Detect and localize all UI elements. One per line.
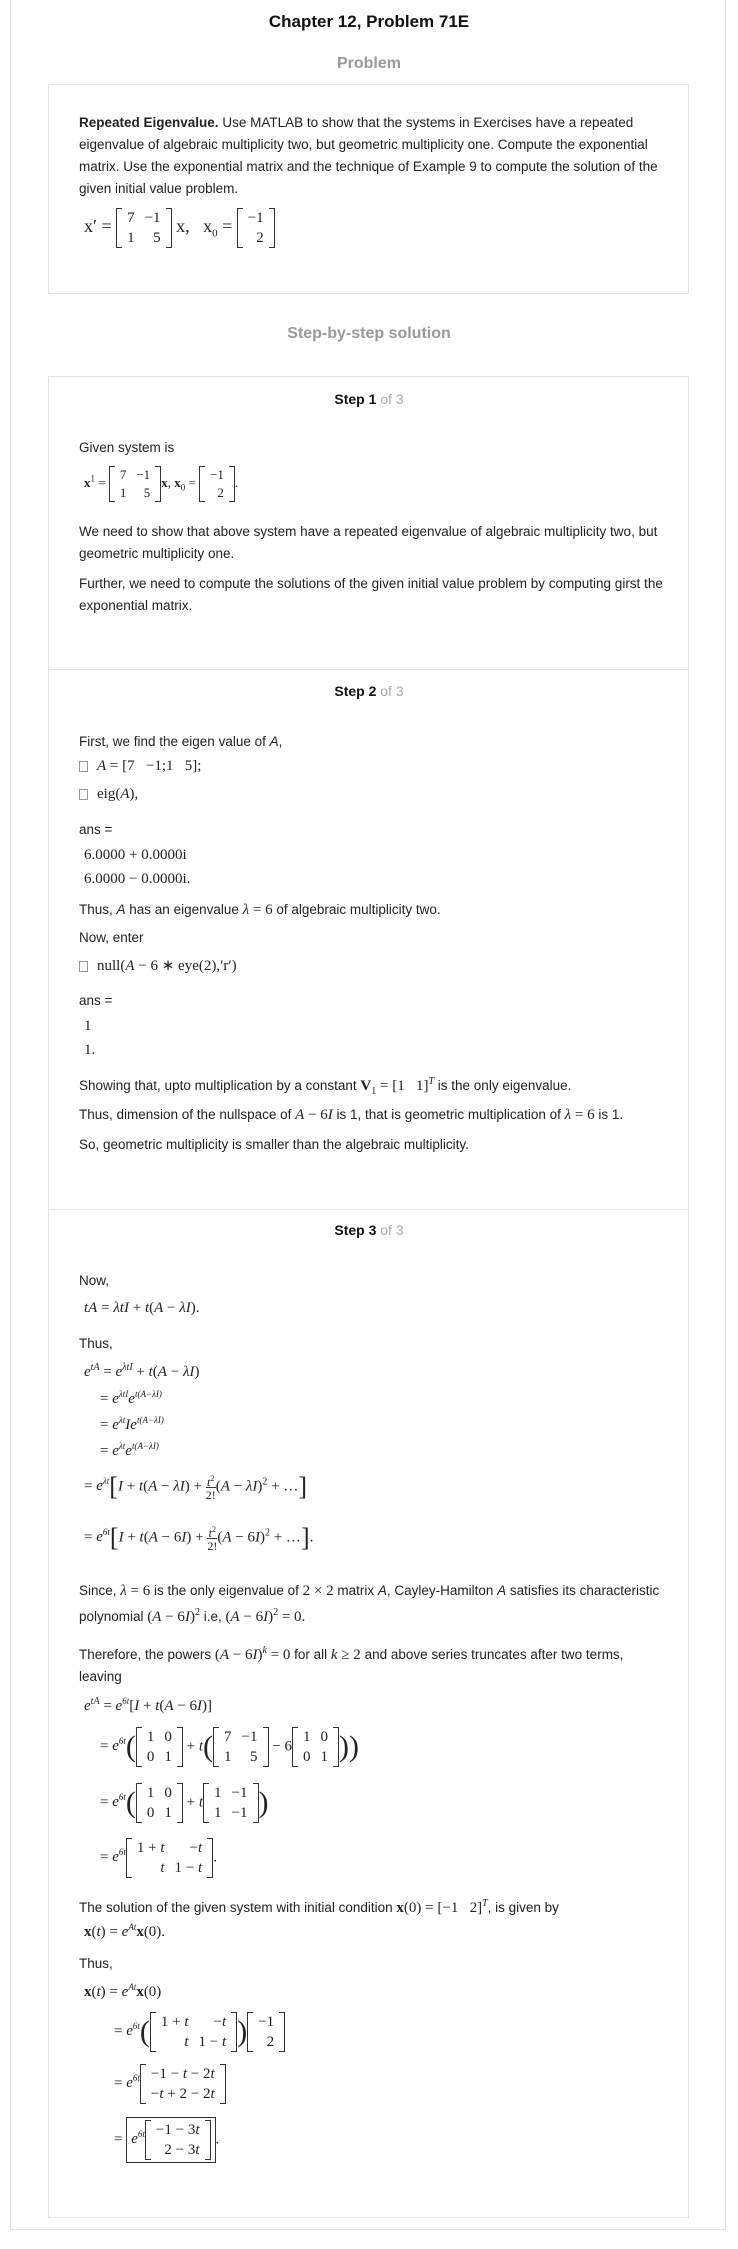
step2-now-enter: Now, enter <box>79 930 144 945</box>
step3-since: Since, λ = 6 is the only eigenvalue of 2 × 2 matrix A, Cayley-Hamilton A satisfies its characteristic polynomial $(A - 6I)^2$ i.e, $(A - 6I)^2 = 0$. <box>79 1583 660 1625</box>
solution-heading: Step-by-step solution <box>287 325 451 342</box>
step3-therefore: Therefore, the powers $(A - 6I)^k = 0$ for all k ≥ 2 and above series truncates after two terms, leaving <box>79 1645 624 1684</box>
problem-heading: Problem <box>336 55 401 72</box>
step3-eq-1: $e^{tA} = e^{\lambda tI} + t(A - \lambda I)$ <box>84 1362 200 1380</box>
step3-eq-4: = $e^{\lambda t}e^{t(A-\lambda I)}$ <box>100 1441 159 1459</box>
step2-first: First, we find the eigen value of A, <box>79 734 283 749</box>
page-title: Chapter 12, Problem 71E <box>268 12 470 31</box>
problem-text <box>79 112 669 200</box>
step3-eq-14: = $e^{6t}$ −1 − t − 2t −t + 2 − 2t <box>114 2064 226 2104</box>
step2-code-eig: eig(A), <box>79 786 138 803</box>
step3-eq-7: $e^{tA} = e^{6t}[I + t(A - 6I)]$ <box>84 1696 212 1714</box>
problem-bold: Repeated Eigenvalue. <box>79 115 219 130</box>
step-separator-2 <box>48 1209 689 1210</box>
step1-given: Given system is <box>79 440 175 455</box>
step2-v2: 1. <box>84 1042 96 1058</box>
step2-header: Step 2 of 3 <box>334 683 404 699</box>
step3-eq-9: = $e^{6t}$( 1 0 0 1 + t 1 −1 1 −1 ) <box>100 1785 269 1821</box>
step1-header: Step 1 of 3 <box>334 391 404 407</box>
step3-eq-11: $x(t) = e^{At}x(0)$. <box>84 1922 166 1940</box>
step2-eig1: 6.0000 + 0.0000i <box>84 847 187 863</box>
step1-p2: Further, we need to compute the solutions of the given initial value problem by computing girst the exponential matrix. <box>79 576 663 613</box>
step3-eq-15: = $e^{6t}$ −1 − 3t 2 − 3t . <box>114 2117 219 2163</box>
step3-solution: The solution of the given system with initial condition x(0) = [−1 2]$^T$, is given by <box>79 1898 559 1916</box>
step1-system: $x^1$ = 7 −1 1 5 x, $x_0$ = −1 2 . <box>84 467 239 500</box>
step3-eq-3: = $e^{\lambda t}Ie^{t(A-\lambda I)}$ <box>100 1415 164 1433</box>
step2-thus: Thus, A has an eigenvalue λ = 6 of algebraic multiplicity two. <box>79 902 441 918</box>
step3-eq-5: = $e^{\lambda t}[I + t(A - \lambda I) + t^2$ $2!(A - \lambda I)^2$ + …] <box>84 1472 307 1502</box>
step2-showing: Showing that, upto multiplication by a constant $V_1 = [1$ 1]$^T$ is the only eigenvalue. <box>79 1076 572 1097</box>
step3-now: Now, <box>79 1273 110 1288</box>
step3-header: Step 3 of 3 <box>334 1222 404 1238</box>
problem-body: Use MATLAB to show that the systems in Exercises have a repeated eigenvalue of algebraic multiplicity two, but geometric multiplicity one. Compute the exponential matrix. Use the exponential matrix and the technique of Example 9 to compute the solution of the given initial value problem. <box>79 115 658 196</box>
step3-eq-13: = $e^{6t}$( 1 + t −t t 1 − t ) −1 2 <box>114 2012 285 2052</box>
step3-eq-12: $x(t) = e^{At}x(0)$ <box>84 1982 162 2000</box>
problem-equation: x′ = 7 −1 1 5 x, $x_0$ = −1 2 <box>84 208 275 248</box>
step2-v1: 1 <box>84 1018 92 1034</box>
step3-eq-tA: tA = λtI + t(A − λI). <box>84 1300 200 1316</box>
step3-thus2: Thus, <box>79 1956 113 1971</box>
step2-code-null: null(A − 6 ∗ eye(2),′r′) <box>79 956 237 975</box>
step1-p1: We need to show that above system have a repeated eigenvalue of algebraic multiplicity two, but geometric multiplicity one. <box>79 524 658 561</box>
solution-box <box>48 376 689 2218</box>
step3-eq-8: = $e^{6t}$( 1 0 0 1 + t( 7 −1 1 5 − 6 1 0 0 1 )) <box>100 1729 359 1765</box>
step2-ans: ans = <box>79 822 113 837</box>
step-separator-1 <box>48 669 689 670</box>
step3-eq-10: = $e^{6t}$ 1 + t −t t 1 − t . <box>100 1840 217 1876</box>
step2-ans2: ans = <box>79 993 113 1008</box>
step3-eq-6: = $e^{6t}[I + t(A - 6I) + t^2$ $2!(A - 6I)^2$ + …]. <box>84 1523 314 1553</box>
step2-so: So, geometric multiplicity is smaller than the algebraic multiplicity. <box>79 1137 469 1152</box>
step2-eig2: 6.0000 − 0.0000i. <box>84 871 191 887</box>
step3-eq-2: = $e^{\lambda tI}e^{t(A-\lambda I)}$ <box>100 1389 162 1407</box>
step2-code-matrix: A = [7 −1;1 5]; <box>79 758 201 775</box>
step3-thus: Thus, <box>79 1336 113 1351</box>
step2-dim: Thus, dimension of the nullspace of A − 6I is 1, that is geometric multiplication of λ = 6 is 1. <box>79 1107 624 1123</box>
